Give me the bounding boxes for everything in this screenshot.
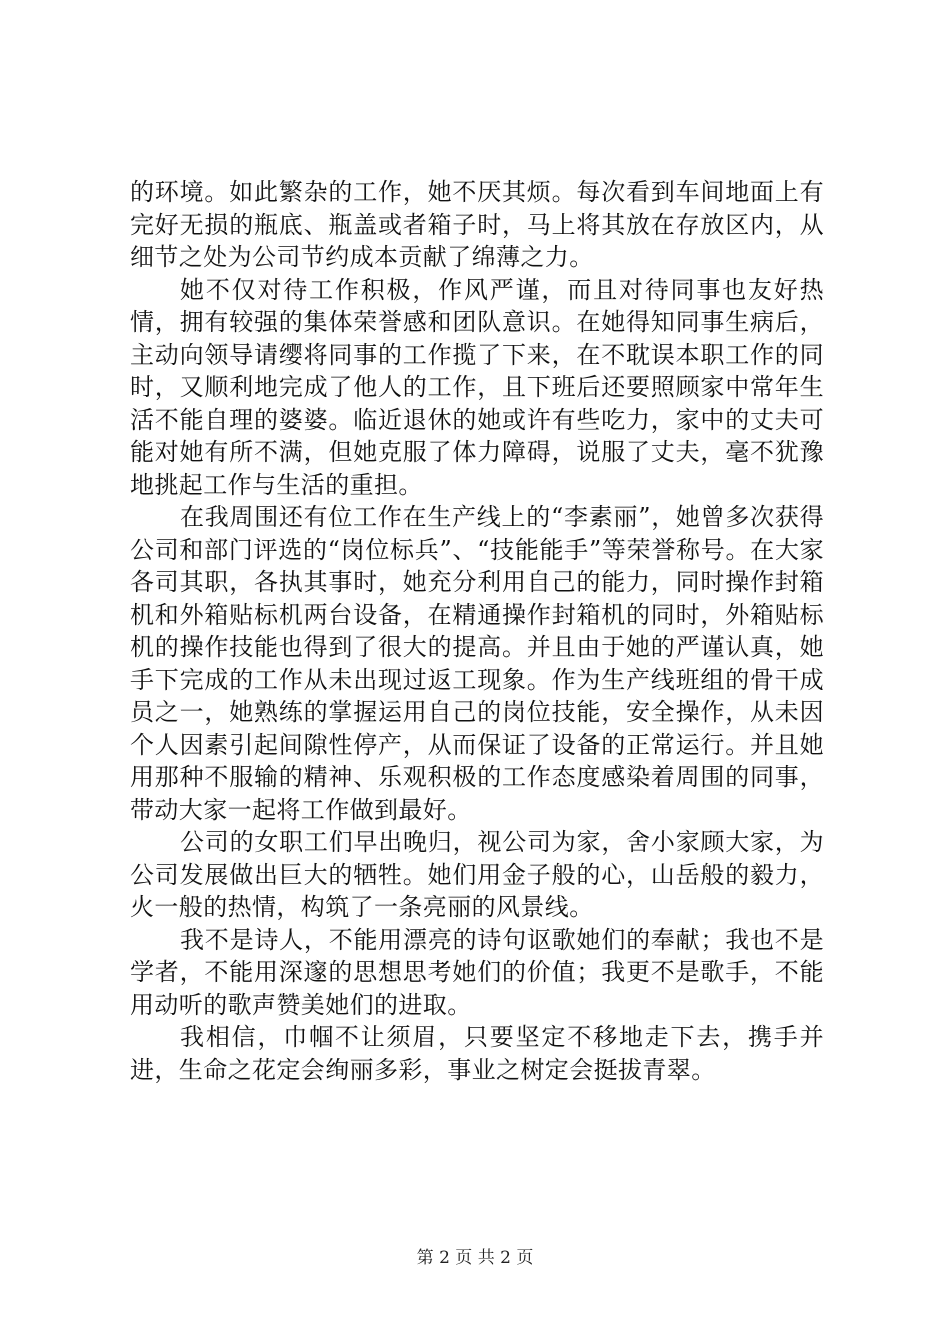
paragraph-5: 我不是诗人，不能用漂亮的诗句讴歌她们的奉献；我也不是学者，不能用深邃的思想思考她们的价值；我更不是歌手，不能用动听的歌声赞美她们的进取。 <box>130 925 824 1019</box>
paragraph-2: 她不仅对待工作积极，作风严谨，而且对待同事也友好热情，拥有较强的集体荣誉感和团队意识。在她得知同事生病后，主动向领导请缨将同事的工作揽了下来，在不耽误本职工作的同时，又顺利地完成了他人的工作，且下班后还要照顾家中常年生活不能自理的婆婆。临近退休的她或许有些吃力，家中的丈夫可能对她有所不满，但她克服了体力障碍，说服了丈夫，毫不犹豫地挑起工作与生活的重担。 <box>130 275 824 499</box>
paragraph-6: 我相信，巾帼不让须眉，只要坚定不移地走下去，携手并进，生命之花定会绚丽多彩，事业之树定会挺拔青翠。 <box>130 1023 824 1084</box>
document-body <box>130 176 824 1086</box>
paragraph-1: 的环境。如此繁杂的工作，她不厌其烦。每次看到车间地面上有完好无损的瓶底、瓶盖或者箱子时，马上将其放在存放区内，从细节之处为公司节约成本贡献了绵薄之力。 <box>130 178 824 271</box>
page-footer: 第 2 页 共 2 页 <box>416 1248 534 1268</box>
paragraph-3: 在我周围还有位工作在生产线上的“李素丽”，她曾多次获得公司和部门评选的“岗位标兵”、“技能能手”等荣誉称号。在大家各司其职，各执其事时，她充分利用自己的能力，同时操作封箱机和外箱贴标机两台设备，在精通操作封箱机的同时，外箱贴标机的操作技能也得到了很大的提高。并且由于她的严谨认真，她手下完成的工作从未出现过返工现象。作为生产线班组的骨干成员之一，她熟练的掌握运用自己的岗位技能，安全操作，从未因个人因素引起间隙性停产，从而保证了设备的正常运行。并且她用那种不服输的精神、乐观积极的工作态度感染着周围的同事，带动大家一起将工作做到最好。 <box>130 503 824 824</box>
paragraph-4: 公司的女职工们早出晚归，视公司为家，舍小家顾大家，为公司发展做出巨大的牺牲。她们用金子般的心，山岳般的毅力，火一般的热情，构筑了一条亮丽的风景线。 <box>130 828 824 921</box>
